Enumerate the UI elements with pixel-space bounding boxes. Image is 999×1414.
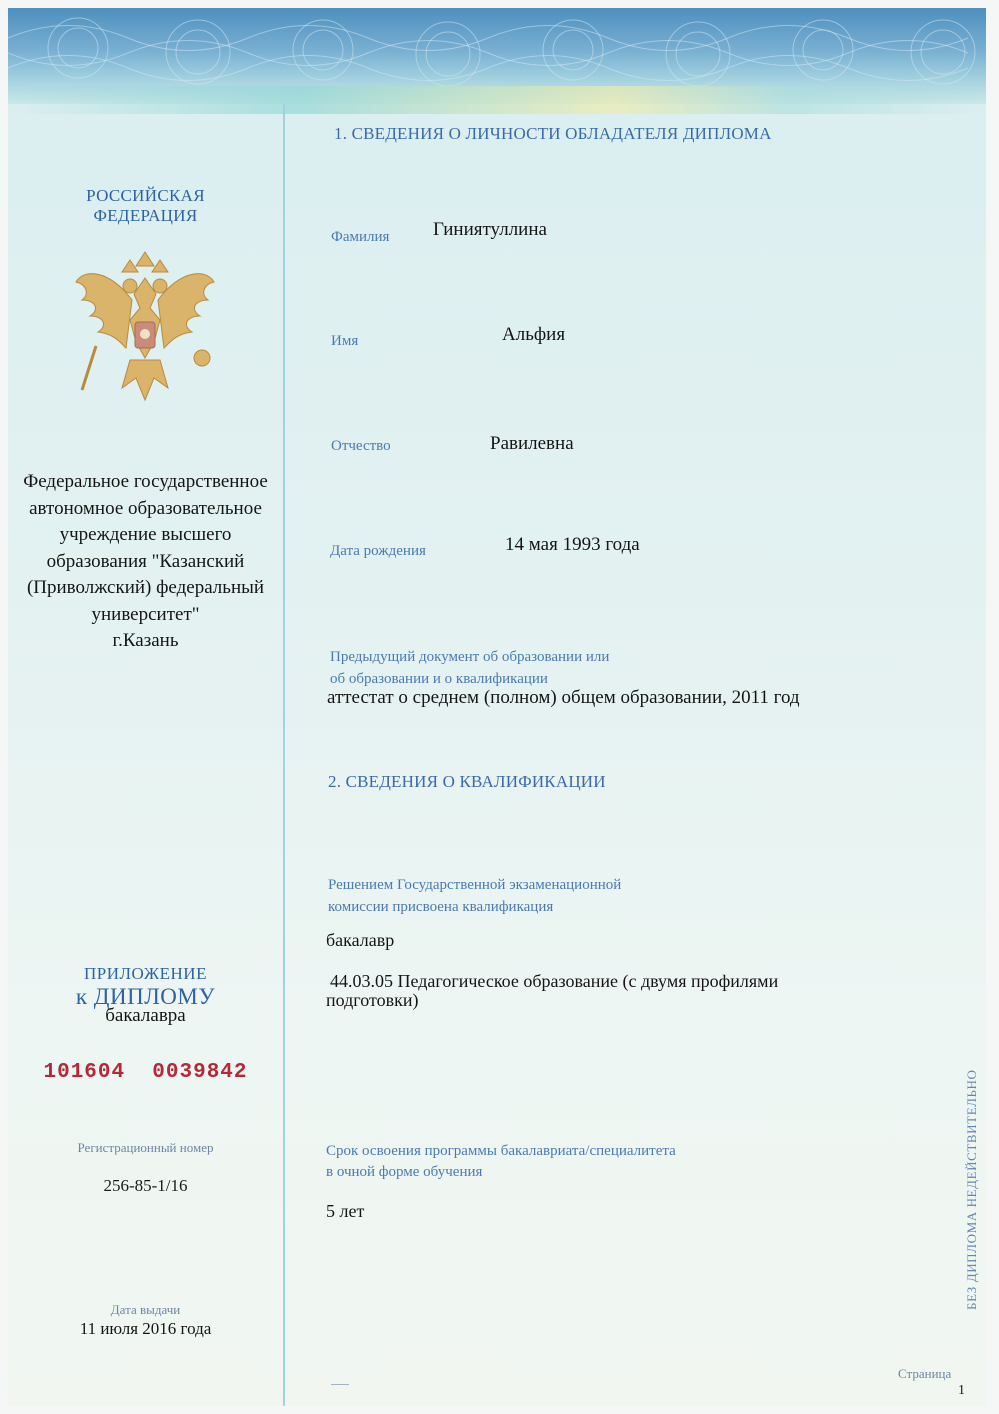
program-value: 44.03.05 Педагогическое образование (с двумя профилями bbox=[330, 971, 779, 991]
surname-value: Гиниятуллина bbox=[433, 219, 547, 240]
birth-date-value: 14 мая 1993 года bbox=[505, 534, 640, 555]
qualification-decision-label-line2: комиссии присвоена квалификация bbox=[328, 899, 554, 915]
registration-label: Регистрационный номер bbox=[77, 1140, 214, 1155]
issue-date: 11 июля 2016 года bbox=[79, 1319, 212, 1338]
name-label: Имя bbox=[331, 333, 359, 349]
org-line: университет" bbox=[91, 603, 200, 625]
column-divider bbox=[283, 104, 285, 1406]
section-personal-title: 1. СВЕДЕНИЯ О ЛИЧНОСТИ ОБЛАДАТЕЛЯ ДИПЛОМА bbox=[334, 124, 772, 143]
qualification-decision-label: Решением Государственной экзаменационной bbox=[328, 877, 622, 893]
annex-degree: бакалавра bbox=[105, 1005, 186, 1026]
issue-date-label: Дата выдачи bbox=[110, 1302, 181, 1317]
country-line: ФЕДЕРАЦИЯ bbox=[93, 206, 198, 225]
duration-label-line2: в очной форме обучения bbox=[326, 1164, 483, 1180]
validity-note: БЕЗ ДИПЛОМА НЕДЕЙСТВИТЕЛЬНО bbox=[964, 1069, 979, 1310]
org-line: учреждение высшего bbox=[59, 524, 232, 545]
program-value-line2: подготовки) bbox=[326, 990, 419, 1010]
bottom-dash bbox=[331, 1384, 349, 1385]
previous-document-value: аттестат о среднем (полном) общем образовании, 2011 год bbox=[327, 687, 800, 708]
page-number: 1 bbox=[958, 1383, 965, 1398]
org-line: г.Казань bbox=[112, 630, 179, 651]
page-label: Страница bbox=[898, 1366, 952, 1381]
name-value: Альфия bbox=[502, 324, 566, 345]
section-qualification-title: 2. СВЕДЕНИЯ О КВАЛИФИКАЦИИ bbox=[328, 772, 606, 791]
org-line: (Приволжский) федеральный bbox=[26, 577, 265, 598]
org-line: Федеральное государственное bbox=[23, 471, 268, 492]
patronymic-label: Отчество bbox=[331, 438, 391, 454]
birth-date-label: Дата рождения bbox=[330, 543, 426, 559]
serial-number: 101604 0039842 bbox=[43, 1061, 248, 1084]
patronymic-value: Равилевна bbox=[490, 433, 574, 454]
annex-subtitle: к ДИПЛОМУ bbox=[75, 984, 216, 1009]
annex-title: ПРИЛОЖЕНИЕ bbox=[84, 964, 207, 983]
previous-document-label: Предыдущий документ об образовании или bbox=[330, 649, 610, 665]
surname-label: Фамилия bbox=[331, 229, 390, 245]
diploma-supplement-page bbox=[8, 8, 986, 1406]
country-line: РОССИЙСКАЯ bbox=[86, 186, 205, 205]
qualification-value: бакалавр bbox=[326, 930, 395, 950]
coat-of-arms-icon bbox=[70, 250, 220, 410]
organization-name bbox=[8, 469, 283, 655]
org-line: образования "Казанский bbox=[46, 550, 245, 572]
previous-document-label-line2: об образовании и о квалификации bbox=[330, 671, 548, 687]
country-name bbox=[8, 186, 283, 226]
org-line: автономное образовательное bbox=[29, 497, 262, 519]
duration-label: Срок освоения программы бакалавриата/специалитета bbox=[326, 1143, 676, 1159]
duration-value: 5 лет bbox=[326, 1201, 365, 1221]
registration-number: 256-85-1/16 bbox=[103, 1176, 188, 1195]
band-glow bbox=[8, 86, 986, 114]
